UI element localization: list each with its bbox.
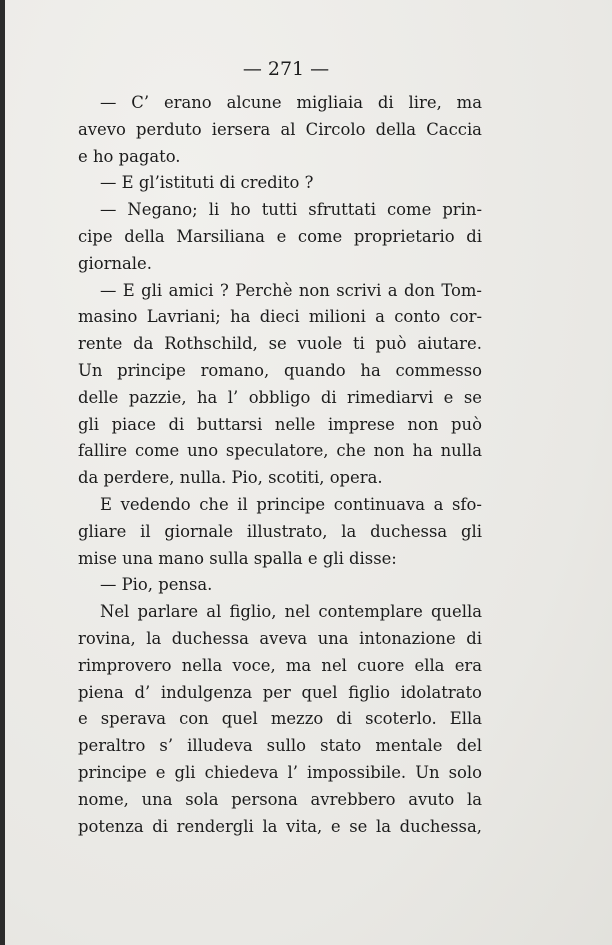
text-line: principe e gli chiedeva l’ impossibile. Un solo [78,762,482,782]
text-line: Nel parlare al figlio, nel contemplare quella [100,602,482,622]
text-line: delle pazzie, ha l’ obbligo di rimediarvi e se [78,387,482,407]
text-line: gliare il giornale illustrato, la duchessa gli [78,521,482,541]
page-number: — 271 — [242,58,330,80]
text-line: potenza di rendergli la vita, e se la duchessa, [78,816,482,836]
text-line: e sperava con quel mezzo di scoterlo. Ella [78,709,482,729]
text-line: mise una mano sulla spalla e gli disse: [78,548,397,568]
text-line: — E gl’istituti di credito ? [100,173,314,193]
body-text [78,90,482,840]
text-line: — Negano; li ho tutti sfruttati come prin- [100,200,482,220]
text-line: E vedendo che il principe continuava a sfo- [100,494,482,514]
page-binding-edge [0,0,5,945]
text-line: peraltro s’ illudeva sullo stato mentale del [78,736,482,756]
text-line: — E gli amici ? Perchè non scrivi a don Tom- [100,280,482,300]
text-line: — Pio, pensa. [100,575,213,595]
text-line: masino Lavriani; ha dieci milioni a conto cor- [78,307,482,327]
text-line: rovina, la duchessa aveva una intonazione di [78,628,482,648]
text-line: piena d’ indulgenza per quel figlio idolatrato [78,682,482,702]
text-line: — C’ erano alcune migliaia di lire, ma [100,93,482,112]
text-line: da perdere, nulla. Pio, scotiti, opera. [78,468,383,488]
text-line: e ho pagato. [78,146,181,166]
text-line: rente da Rothschild, se vuole ti può aiutare. [78,334,482,354]
text-line: avevo perduto iersera al Circolo della Caccia [78,119,482,139]
text-line: Un principe romano, quando ha commesso [78,360,482,380]
text-line: rimprovero nella voce, ma nel cuore ella era [78,655,482,675]
text-line: cipe della Marsiliana e come proprietario di [78,226,482,246]
text-line: giornale. [78,253,152,273]
text-line: gli piace di buttarsi nelle imprese non può [78,414,482,434]
text-line: nome, una sola persona avrebbero avuto la [78,789,482,809]
text-line: fallire come uno speculatore, che non ha nulla [78,441,482,461]
